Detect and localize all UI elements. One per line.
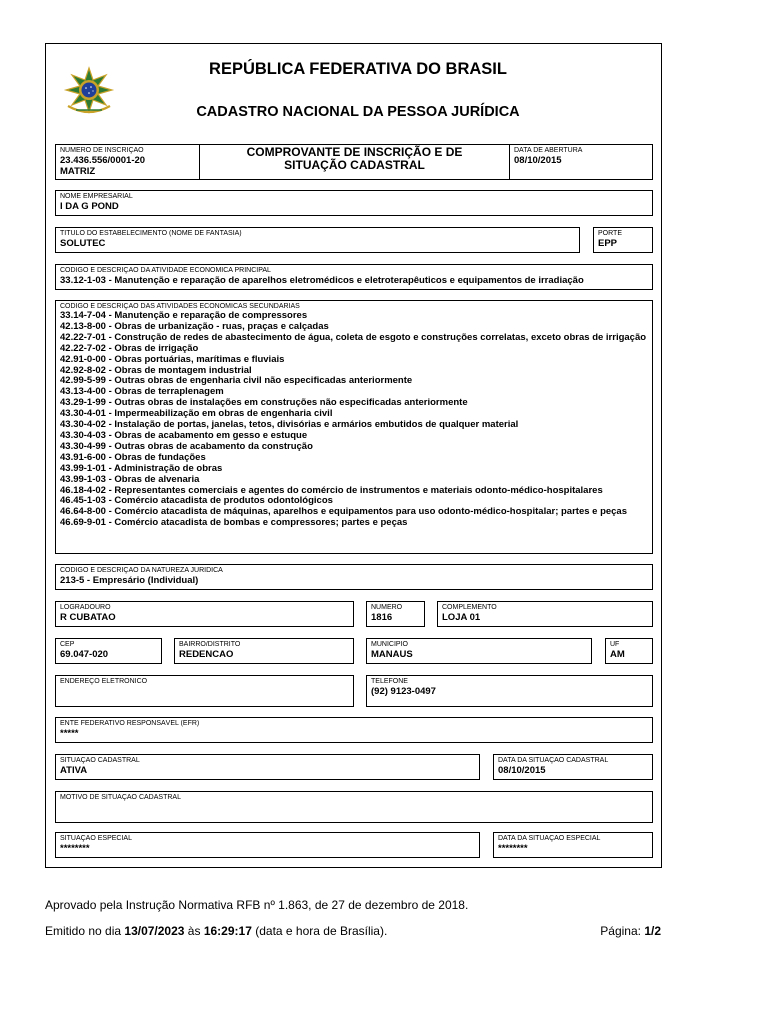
nome-empresarial-box [55, 190, 653, 216]
atividades-secundarias-box [55, 300, 653, 554]
situacao-box [55, 754, 480, 780]
bairro-value: REDENCAO [179, 649, 234, 660]
bairro-label: BAIRRO/DISTRITO [179, 641, 241, 648]
page-title: REPÚBLICA FEDERATIVA DO BRASIL [209, 60, 507, 78]
porte-value: EPP [598, 238, 618, 249]
atividade-secundaria-item: 42.13-8-00 - Obras de urbanização - ruas, praças e calçadas [60, 320, 329, 332]
numero-value: 1816 [371, 612, 393, 623]
efr-box [55, 717, 653, 743]
atividade-secundaria-item: 46.69-9-01 - Comércio atacadista de bombas e compressores; partes e peças [60, 517, 408, 529]
logradouro-value: R CUBATAO [60, 612, 116, 623]
emitido-date: 13/07/2023 [124, 924, 185, 938]
bairro-box [174, 638, 354, 664]
numero-label: NÚMERO [371, 604, 403, 611]
abertura-label: DATA DE ABERTURA [514, 147, 583, 154]
atividade-secundaria-item: 42.99-5-99 - Outras obras de engenharia civil não especificadas anteriormente [60, 375, 413, 387]
uf-value: AM [610, 649, 625, 660]
pagina-label: Página: [600, 924, 641, 938]
pagina-indicator [600, 924, 661, 938]
atividade-secundaria-item: 46.45-1-03 - Comércio atacadista de produtos odontológicos [60, 495, 333, 507]
natureza-box [55, 564, 653, 590]
atividade-secundaria-item: 43.99-1-01 - Administração de obras [60, 462, 223, 474]
data-situacao-value: 08/10/2015 [498, 765, 546, 776]
atividade-secundaria-item: 43.99-1-03 - Obras de alvenaria [60, 473, 200, 485]
atividade-secundaria-item: 43.30-4-01 - Impermeabilização em obras de engenharia civil [60, 408, 333, 420]
atividade-secundaria-item: 33.14-7-04 - Manutenção e reparação de compressores [60, 310, 308, 321]
atividade-secundaria-item: 43.30-4-02 - Instalação de portas, janelas, tetos, divisórias e armários embutidos de qualquer material [60, 419, 519, 431]
atividade-secundaria-item: 43.13-4-00 - Obras de terraplenagem [60, 386, 224, 398]
atividade-secundaria-item: 43.30-4-99 - Outras obras de acabamento da construção [60, 440, 313, 452]
inscricao-box [55, 144, 200, 180]
atividade-secundaria-item: 43.91-6-00 - Obras de fundações [60, 451, 206, 463]
telefone-box [366, 675, 653, 707]
complemento-box [437, 601, 653, 627]
uf-label: UF [610, 641, 620, 648]
complemento-label: COMPLEMENTO [442, 604, 497, 611]
data-situacao-especial-value: ******** [498, 843, 528, 854]
cep-box [55, 638, 162, 664]
data-situacao-label: DATA DA SITUAÇÃO CADASTRAL [498, 757, 609, 764]
atividade-secundaria-item: 42.22-7-02 - Obras de irrigação [60, 342, 199, 354]
data-situacao-box [493, 754, 653, 780]
abertura-value: 08/10/2015 [514, 155, 562, 166]
fantasia-value: SOLUTEC [60, 238, 106, 249]
telefone-label: TELEFONE [371, 678, 408, 685]
cep-label: CEP [60, 641, 75, 648]
atividade-secundaria-item: 43.30-4-03 - Obras de acabamento em gesso e estuque [60, 429, 308, 441]
porte-label: PORTE [598, 230, 622, 237]
efr-value: ***** [60, 728, 79, 739]
emitido-text [45, 924, 387, 938]
emitido-suffix: (data e hora de Brasília). [255, 924, 388, 938]
fantasia-label: TÍTULO DO ESTABELECIMENTO (NOME DE FANTASIA) [60, 230, 242, 237]
atividade-principal-value: 33.12-1-03 - Manutenção e reparação de aparelhos eletromédicos e eletroterapêuticos e equipamentos de irradiação [60, 275, 584, 286]
atividade-secundaria-item: 42.91-0-00 - Obras portuárias, marítimas e fluviais [60, 353, 285, 365]
municipio-value: MANAUS [371, 649, 413, 660]
situacao-especial-value: ******** [60, 843, 90, 854]
atividade-principal-label: CÓDIGO E DESCRIÇÃO DA ATIVIDADE ECONÔMICA PRINCIPAL [60, 267, 271, 274]
abertura-box [509, 144, 653, 180]
logradouro-label: LOGRADOURO [60, 604, 111, 611]
municipio-box [366, 638, 592, 664]
atividade-secundaria-item: 43.29-1-99 - Outras obras de instalações em construções não especificadas anteriormente [60, 397, 468, 409]
page-subtitle: CADASTRO NACIONAL DA PESSOA JURÍDICA [196, 104, 520, 120]
fantasia-box [55, 227, 580, 253]
situacao-value: ATIVA [60, 765, 88, 776]
inscricao-label: NÚMERO DE INSCRIÇÃO [60, 147, 144, 154]
complemento-value: LOJA 01 [442, 612, 481, 623]
atividades-secundarias-list [60, 311, 649, 529]
situacao-especial-box [55, 832, 480, 858]
emitido-prefix: Emitido no dia [45, 924, 122, 938]
aprovado-text: Aprovado pela Instrução Normativa RFB nº 1.863, de 27 de dezembro de 2018. [45, 898, 469, 912]
nome-empresarial-label: NOME EMPRESARIAL [60, 193, 133, 200]
atividade-secundaria-item: 46.64-8-00 - Comércio atacadista de máquinas, aparelhos e equipamentos para uso odonto-médico-hospitalar; partes e peças [60, 506, 628, 518]
logradouro-box [55, 601, 354, 627]
email-box [55, 675, 354, 707]
cep-value: 69.047-020 [60, 649, 109, 660]
atividade-secundaria-item: 42.22-7-01 - Construção de redes de abastecimento de água, coleta de esgoto e construções correlatas, exceto obras de irrigação [60, 331, 647, 343]
numero-box [366, 601, 425, 627]
uf-box [605, 638, 653, 664]
comprovante-title: COMPROVANTE DE INSCRIÇÃO E DE SITUAÇÃO CADASTRAL [246, 145, 463, 172]
efr-label: ENTE FEDERATIVO RESPONSÁVEL (EFR) [60, 720, 200, 727]
situacao-especial-label: SITUAÇÃO ESPECIAL [60, 835, 132, 842]
natureza-label: CÓDIGO E DESCRIÇÃO DA NATUREZA JURÍDICA [60, 567, 223, 574]
emitido-mid: às [187, 924, 201, 938]
data-situacao-especial-label: DATA DA SITUAÇÃO ESPECIAL [498, 835, 601, 842]
atividades-secundarias-label: CÓDIGO E DESCRIÇÃO DAS ATIVIDADES ECONÔMICAS SECUNDÁRIAS [60, 303, 300, 310]
natureza-value: 213-5 - Empresário (Individual) [60, 575, 199, 586]
atividade-principal-box [55, 264, 653, 290]
brazil-coat-of-arms-icon [62, 66, 116, 116]
emitido-time: 16:29:17 [203, 924, 252, 938]
atividade-secundaria-item: 42.92-8-02 - Obras de montagem industrial [60, 364, 252, 376]
data-situacao-especial-box [493, 832, 653, 858]
cnpj-value: 23.436.556/0001-20 [60, 155, 146, 166]
motivo-box [55, 791, 653, 823]
telefone-value: (92) 9123-0497 [371, 686, 436, 697]
porte-box [593, 227, 653, 253]
nome-empresarial-value: I DA G POND [60, 201, 119, 212]
municipio-label: MUNICÍPIO [371, 641, 408, 648]
tipo-value: MATRIZ [60, 166, 96, 177]
atividade-secundaria-item: 46.18-4-02 - Representantes comerciais e agentes do comércio de instrumentos e materiais odonto-médico-hospitalares [60, 484, 603, 496]
motivo-label: MOTIVO DE SITUAÇÃO CADASTRAL [60, 794, 181, 801]
pagina-value: 1/2 [644, 924, 661, 938]
email-label: ENDEREÇO ELETRÔNICO [60, 678, 148, 685]
situacao-label: SITUAÇÃO CADASTRAL [60, 757, 140, 764]
